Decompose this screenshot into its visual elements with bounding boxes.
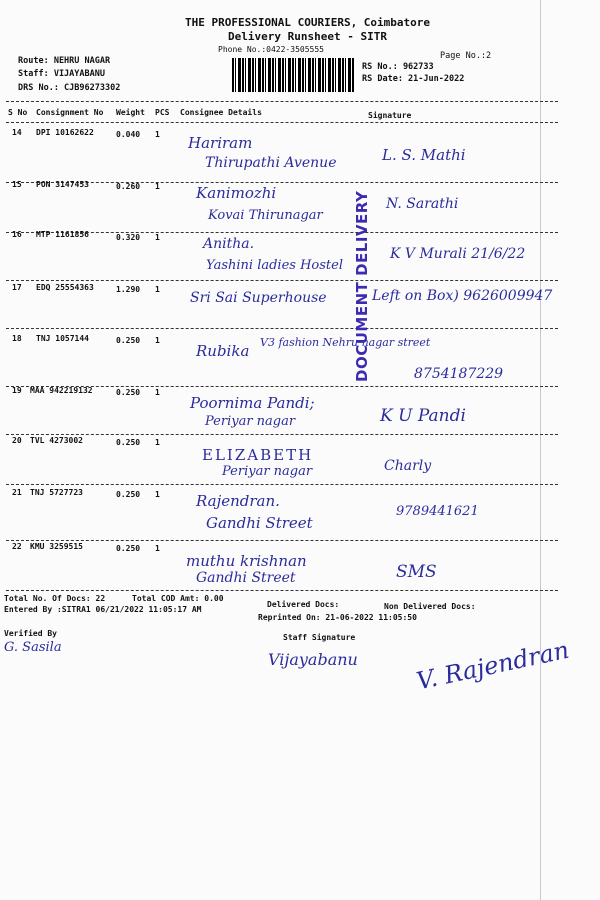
signature: K V Murali 21/6/22 <box>390 246 526 262</box>
row-weight: 0.320 <box>116 233 141 242</box>
consignee-name: Hariram <box>188 134 253 152</box>
row-consignment: MTP 1161856 <box>36 230 89 239</box>
non-delivered-docs: Non Delivered Docs: <box>384 602 476 611</box>
consignee-name: ELIZABETH <box>202 446 314 464</box>
row-consignment: EDQ 25554363 <box>36 283 94 292</box>
row-consignment: KMU 3259515 <box>30 542 83 551</box>
verified-signature: G. Sasila <box>4 640 62 655</box>
signature: K U Pandi <box>380 406 466 426</box>
signature: L. S. Mathi <box>382 146 466 164</box>
table-row <box>0 538 560 590</box>
row-sno: 15 <box>12 180 22 189</box>
table-row <box>0 128 560 180</box>
signature: 8754187229 <box>414 366 504 382</box>
row-weight: 0.250 <box>116 544 141 553</box>
divider <box>6 101 558 102</box>
consignee-name: Anitha. <box>203 236 255 252</box>
entered-by: Entered By :SITRA1 06/21/2022 11:05:17 AM <box>4 605 202 614</box>
col-consignee: Consignee Details <box>180 108 262 117</box>
row-sno: 20 <box>12 436 22 445</box>
signature: Charly <box>384 458 432 474</box>
row-weight: 0.250 <box>116 490 141 499</box>
row-pcs: 1 <box>155 490 160 499</box>
row-sno: 17 <box>12 283 22 292</box>
consignee-address: Gandhi Street <box>206 514 313 532</box>
table-row <box>0 230 560 282</box>
consignee-name: Kanimozhi <box>196 184 277 202</box>
consignee-name: Sri Sai Superhouse <box>190 290 327 306</box>
signature: Left on Box) 9626009947 <box>372 288 553 304</box>
row-sno: 18 <box>12 334 22 343</box>
reprinted-on: Reprinted On: 21-06-2022 11:05:50 <box>258 613 417 622</box>
page-number: Page No.:2 <box>440 51 492 61</box>
row-pcs: 1 <box>155 336 160 345</box>
row-pcs: 1 <box>155 285 160 294</box>
col-weight: Weight <box>116 108 145 117</box>
signature: 9789441621 <box>396 504 479 519</box>
staff-signature-label: Staff Signature <box>283 633 356 642</box>
row-consignment: MAA 942219132 <box>30 386 93 395</box>
row-pcs: 1 <box>155 130 160 139</box>
table-row <box>0 180 560 232</box>
row-pcs: 1 <box>155 233 160 242</box>
row-weight: 0.250 <box>116 336 141 345</box>
staff-signature: Vijayabanu <box>268 650 358 669</box>
row-consignment: TNJ 1057144 <box>36 334 89 343</box>
phone-number: Phone No.:0422-3505555 <box>218 45 324 54</box>
consignee-address: Kovai Thirunagar <box>208 208 323 223</box>
row-consignment: TNJ 5727723 <box>30 488 83 497</box>
table-row <box>0 482 560 536</box>
table-row <box>0 278 560 328</box>
total-cod: Total COD Amt: 0.00 <box>132 594 224 603</box>
divider <box>6 590 558 591</box>
consignee-address: Gandhi Street <box>196 570 296 586</box>
divider <box>6 122 558 123</box>
consignee-name: Poornima Pandi; <box>190 394 315 412</box>
route: Route: NEHRU NAGAR <box>18 56 111 66</box>
row-consignment: PON 3147453 <box>36 180 89 189</box>
consignee-name: Rubika <box>196 342 250 360</box>
row-sno: 22 <box>12 542 22 551</box>
col-consignment: Consignment No <box>36 108 104 117</box>
col-signature: Signature <box>368 111 412 120</box>
row-pcs: 1 <box>155 388 160 397</box>
document-delivery-stamp: DOCUMENT DELIVERY <box>353 190 371 382</box>
consignee-address: Periyar nagar <box>222 464 313 479</box>
consignee-name: muthu krishnan <box>186 552 307 570</box>
barcode <box>232 58 354 92</box>
col-sno: S No <box>8 108 28 117</box>
row-sno: 19 <box>12 386 22 395</box>
company-title: THE PROFESSIONAL COURIERS, Coimbatore <box>185 16 431 29</box>
row-pcs: 1 <box>155 182 160 191</box>
row-sno: 16 <box>12 230 22 239</box>
sheet-title: Delivery Runsheet - SITR <box>228 30 387 43</box>
consignee-address: V3 fashion Nehru nagar street <box>260 336 431 349</box>
large-signature: V. Rajendran <box>414 635 572 696</box>
row-weight: 0.250 <box>116 388 141 397</box>
table-row <box>0 326 560 382</box>
row-pcs: 1 <box>155 544 160 553</box>
consignee-address: Thirupathi Avenue <box>205 155 337 171</box>
row-consignment: DPI 10162622 <box>36 128 94 137</box>
delivered-docs: Delivered Docs: <box>267 600 340 609</box>
table-row <box>0 384 560 434</box>
verified-by-label: Verified By <box>4 629 57 638</box>
row-weight: 0.250 <box>116 438 141 447</box>
staff: Staff: VIJAYABANU <box>18 69 105 79</box>
row-weight: 1.290 <box>116 285 141 294</box>
consignee-address: Periyar nagar <box>205 414 296 429</box>
row-weight: 0.040 <box>116 130 141 139</box>
rs-number: RS No.: 962733 <box>362 62 434 72</box>
drs-number: DRS No.: CJB96273302 <box>18 83 121 93</box>
consignee-name: Rajendran. <box>196 492 280 510</box>
col-pcs: PCS <box>155 108 170 117</box>
total-docs: Total No. Of Docs: 22 <box>4 594 106 603</box>
row-weight: 0.260 <box>116 182 141 191</box>
row-sno: 14 <box>12 128 22 137</box>
consignee-address: Yashini ladies Hostel <box>206 258 343 273</box>
row-consignment: TVL 4273002 <box>30 436 83 445</box>
signature: SMS <box>396 562 437 582</box>
row-sno: 21 <box>12 488 22 497</box>
row-pcs: 1 <box>155 438 160 447</box>
signature: N. Sarathi <box>386 196 459 212</box>
table-row <box>0 432 560 482</box>
rs-date: RS Date: 21-Jun-2022 <box>362 74 465 84</box>
